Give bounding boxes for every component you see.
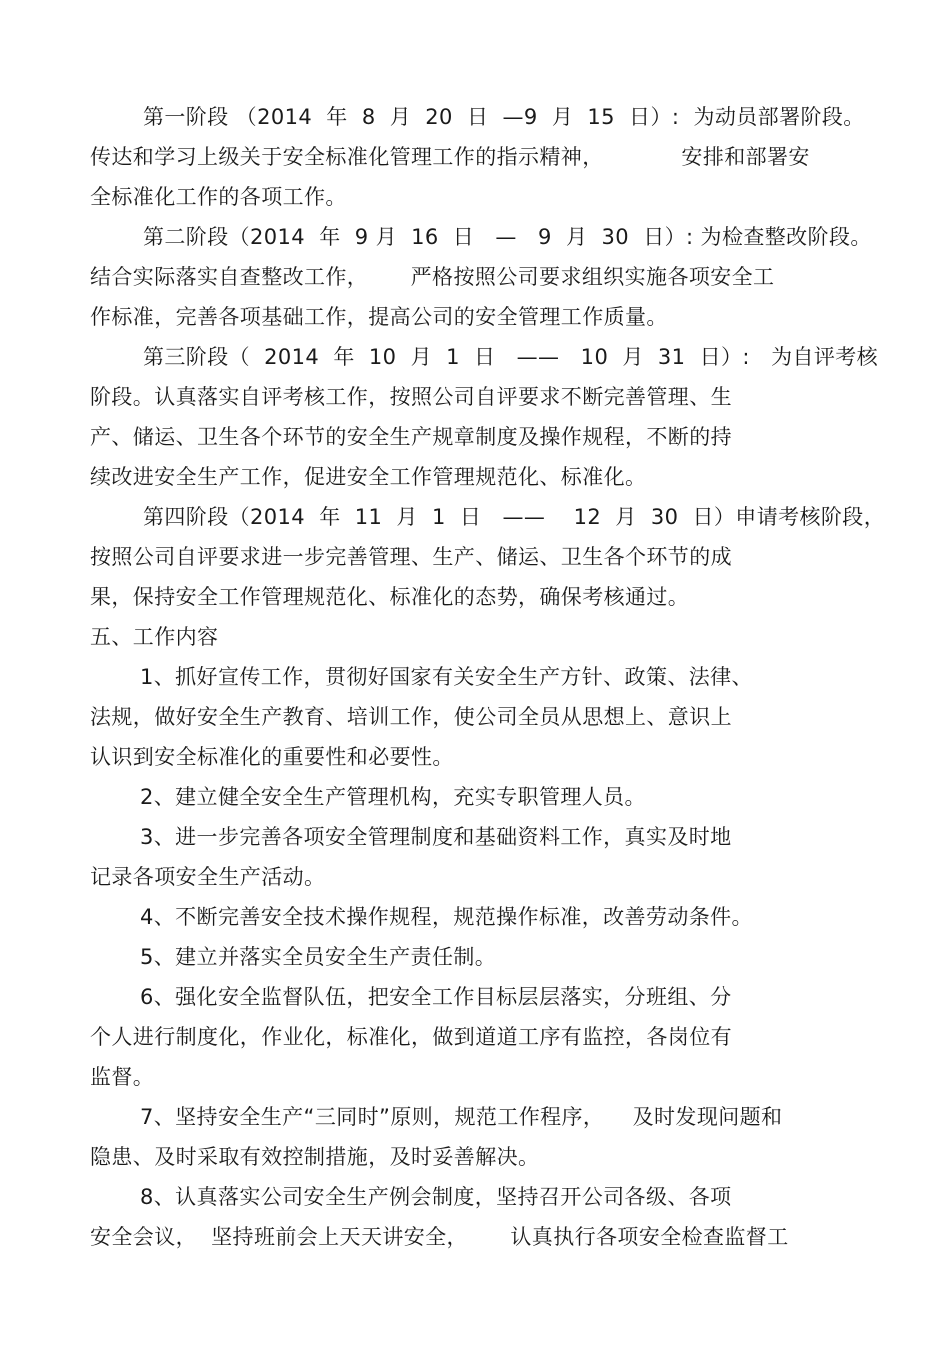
list-item: 8、认真落实公司安全生产例会制度，坚持召开公司各级、各项 [140, 1185, 732, 1209]
paragraph-line: 认识到安全标准化的重要性和必要性。 [90, 745, 454, 769]
paragraph-line: 结合实际落实自查整改工作， 严格按照公司要求组织实施各项安全工 [90, 265, 775, 289]
paragraph-line: 第三阶段（ 2014 年 10 月 1 日 —— 10 月 31 日）: 为自评考核 [143, 345, 879, 369]
paragraph-line: 监督。 [90, 1065, 155, 1089]
list-item: 7、坚持安全生产“三同时”原则，规范工作程序， 及时发现问题和 [140, 1105, 783, 1129]
paragraph-line: 果，保持安全工作管理规范化、标准化的态势，确保考核通过。 [90, 585, 690, 609]
paragraph-line: 阶段。认真落实自评考核工作，按照公司自评要求不断完善管理、生 [90, 385, 732, 409]
paragraph-line: 第二阶段（2014 年 9 月 16 日 — 9 月 30 日）: 为检查整改阶段。 [143, 225, 872, 249]
paragraph-line: 作标准，完善各项基础工作，提高公司的安全管理工作质量。 [90, 305, 668, 329]
paragraph-line: 安全会议， 坚持班前会上天天讲安全， 认真执行各项安全检查监督工 [90, 1225, 789, 1249]
list-item: 3、进一步完善各项安全管理制度和基础资料工作，真实及时地 [140, 825, 732, 849]
paragraph-line: 第一阶段 （2014 年 8 月 20 日 —9 月 15 日）: 为动员部署阶段。 [143, 105, 865, 129]
list-item: 2、建立健全安全生产管理机构，充实专职管理人员。 [140, 785, 646, 809]
list-item: 1、抓好宣传工作，贯彻好国家有关安全生产方针、政策、法律、 [140, 665, 753, 689]
paragraph-line: 第四阶段（2014 年 11 月 1 日 —— 12 月 30 日）申请考核阶段， [143, 505, 886, 529]
section-heading: 五、工作内容 [90, 625, 219, 649]
paragraph-line: 产、储运、卫生各个环节的安全生产规章制度及操作规程，不断的持 [90, 425, 732, 449]
paragraph-line: 按照公司自评要求进一步完善管理、生产、储运、卫生各个环节的成 [90, 545, 732, 569]
list-item: 4、不断完善安全技术操作规程，规范操作标准，改善劳动条件。 [140, 905, 753, 929]
list-item: 5、建立并落实全员安全生产责任制。 [140, 945, 497, 969]
list-item: 6、强化安全监督队伍，把安全工作目标层层落实，分班组、分 [140, 985, 732, 1009]
paragraph-line: 隐患、及时采取有效控制措施，及时妥善解决。 [90, 1145, 540, 1169]
paragraph-line: 个人进行制度化，作业化，标准化，做到道道工序有监控，各岗位有 [90, 1025, 732, 1049]
paragraph-line: 法规，做好安全生产教育、培训工作，使公司全员从思想上、意识上 [90, 705, 732, 729]
paragraph-line: 记录各项安全生产活动。 [90, 865, 326, 889]
paragraph-line: 续改进安全生产工作，促进安全工作管理规范化、标准化。 [90, 465, 647, 489]
paragraph-line: 传达和学习上级关于安全标准化管理工作的指示精神， 安排和部署安 [90, 145, 810, 169]
paragraph-line: 全标准化工作的各项工作。 [90, 185, 347, 209]
